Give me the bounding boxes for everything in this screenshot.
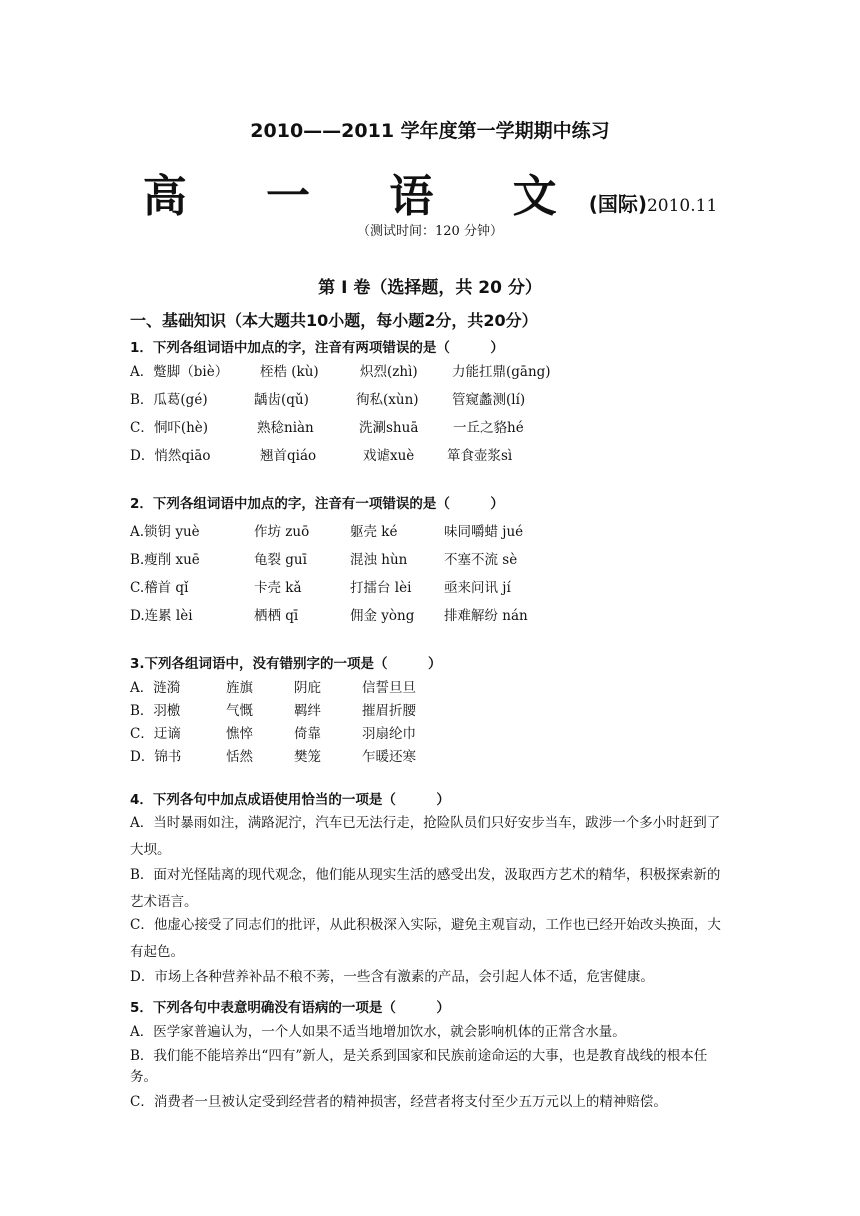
- option-text: A．蹩脚（biè）: [130, 364, 229, 380]
- q3-option-b: [130, 699, 416, 719]
- option-text: 樊笼: [294, 749, 321, 765]
- option-text: 乍暖还寒: [362, 749, 416, 765]
- option-text: 打擂台 lèi: [350, 580, 412, 596]
- option-text: 羁绊: [294, 703, 321, 719]
- option-text: 炽烈(zhì): [360, 364, 418, 380]
- option-text: 作坊 zuō: [254, 524, 310, 540]
- q4-option-c: C．他虚心接受了同志们的批评，从此积极深入实际，避免主观盲动，工作也已经开始改头换面，大有起色。: [130, 917, 721, 960]
- option-text: 亟来问讯 jí: [444, 580, 511, 596]
- q4-option-a: A．当时暴雨如注，满路泥泞，汽车已无法行走，抢险队员们只好安步当车，跋涉一个多小时赶到了大坝。: [130, 815, 721, 858]
- option-text: 气慨: [226, 703, 253, 719]
- question-4-stem: 4．下列各句中加点成语使用恰当的一项是（ ）: [130, 792, 450, 808]
- option-text: 佣金 yòng: [350, 608, 415, 624]
- q1-option-a: [130, 360, 551, 380]
- option-text: D．锦书: [130, 749, 182, 765]
- q1-option-d: [130, 444, 512, 464]
- option-text: 箪食壶浆sì: [447, 448, 513, 464]
- part-title: 第 Ⅰ 卷（选择题，共 20 分）: [318, 278, 542, 298]
- q5-option-b: B．我们能不能培养出“四有”新人，是关系到国家和民族前途命运的大事，也是教育战线的根本任务。: [130, 1048, 708, 1085]
- option-text: D.连累 lèi: [130, 608, 193, 624]
- q1-option-c: [130, 416, 524, 436]
- q2-option-d: [130, 604, 528, 624]
- option-text: C.稽首 qǐ: [130, 580, 189, 596]
- q2-option-b: [130, 548, 517, 568]
- option-text: 洗涮shuā: [359, 420, 419, 436]
- option-text: 不塞不流 sè: [444, 552, 518, 568]
- q3-option-a: [130, 676, 416, 696]
- option-text: C．迂谪: [130, 726, 181, 742]
- subject-intl: (国际): [588, 192, 647, 216]
- q4-option-d: D．市场上各种营养补品不稂不莠，一些含有激素的产品，会引起人体不适，危害健康。: [130, 969, 654, 985]
- option-text: 恬然: [226, 749, 253, 765]
- option-text: B．羽檄: [130, 703, 181, 719]
- option-text: 排难解纷 nán: [444, 608, 528, 624]
- option-text: 信誓旦旦: [362, 680, 416, 696]
- option-text: 熟稔niàn: [257, 420, 314, 436]
- q1-option-b: [130, 388, 525, 408]
- q3-option-c: [130, 722, 416, 742]
- q5-option-a: A．医学家普遍认为，一个人如果不适当地增加饮水，就会影响机体的正常含水量。: [130, 1024, 626, 1040]
- question-3-stem: 3.下列各组词语中，没有错别字的一项是（ ）: [130, 656, 442, 672]
- question-2-stem: 2．下列各组词语中加点的字，注音有一项错误的是（ ）: [130, 496, 504, 512]
- option-text: A.锁钥 yuè: [130, 524, 200, 540]
- question-1-stem: 1．下列各组词语中加点的字，注音有两项错误的是（ ）: [130, 340, 504, 356]
- option-text: 躯壳 ké: [350, 524, 398, 540]
- option-text: 桎梏 (kù): [260, 364, 319, 380]
- q3-option-d: [130, 745, 416, 765]
- q4-option-b: B．面对光怪陆离的现代观念，他们能从现实生活的感受出发，汲取西方艺术的精华，积极探索新的艺术语言。: [130, 867, 721, 910]
- option-text: 龟裂 guī: [254, 552, 307, 568]
- option-text: 龋齿(qǔ): [254, 392, 309, 408]
- option-text: 倚靠: [294, 726, 321, 742]
- option-text: 一丘之貉hé: [453, 420, 524, 436]
- option-text: 卡壳 kǎ: [254, 580, 302, 596]
- q2-option-a: [130, 520, 523, 540]
- option-text: A．涟漪: [130, 680, 181, 696]
- option-text: 摧眉折腰: [362, 703, 416, 719]
- option-text: 力能扛鼎(gāng): [452, 364, 551, 380]
- q5-option-c: C．消费者一旦被认定受到经营者的精神损害，经营者将支付至少五万元以上的精神赔偿。: [130, 1094, 667, 1110]
- option-text: D．悄然qiāo: [130, 448, 211, 464]
- option-text: 憔悴: [226, 726, 253, 742]
- option-text: 阴庇: [294, 680, 321, 696]
- q2-option-c: [130, 576, 511, 596]
- question-5-stem: 5．下列各句中表意明确没有语病的一项是（ ）: [130, 1000, 450, 1016]
- subject-name: 高 一 语 文: [142, 171, 589, 222]
- option-text: B.瘦削 xuē: [130, 552, 200, 568]
- test-duration: （测试时间：120 分钟）: [357, 224, 503, 239]
- option-text: B．瓜葛(gé): [130, 392, 208, 408]
- option-text: C．恫吓(hè): [130, 420, 209, 436]
- option-text: 旌旗: [226, 680, 253, 696]
- option-text: 徇私(xùn): [356, 392, 419, 408]
- subject-heading: [0, 160, 860, 224]
- section-title: 一、基础知识（本大题共10小题，每小题2分，共20分）: [130, 311, 538, 330]
- option-text: 混浊 hùn: [350, 552, 408, 568]
- option-text: 翘首qiáo: [260, 448, 317, 464]
- option-text: 管窥蠡测(lí): [452, 392, 526, 408]
- subject-date: 2010.11: [646, 196, 718, 216]
- option-text: 栖栖 qī: [254, 608, 299, 624]
- option-text: 味同嚼蜡 jué: [444, 524, 524, 540]
- option-text: 羽扇纶巾: [362, 726, 416, 742]
- exam-title: 2010——2011 学年度第一学期期中练习: [250, 120, 610, 142]
- option-text: 戏谑xuè: [363, 448, 415, 464]
